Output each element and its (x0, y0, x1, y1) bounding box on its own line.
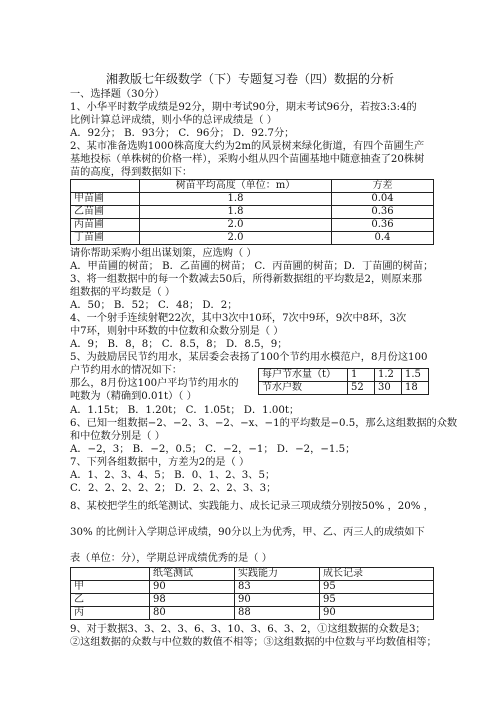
table-row (259, 369, 429, 382)
q8-line-1: 8、某校把学生的纸笔测试、实践能力、成长记录三项成绩分别按50% ，20% ， (70, 501, 434, 512)
q1-line-1: 1、小华平时数学成绩是92分，期中考试90分，期末考试96分，若按3:3:4的 (70, 102, 417, 113)
table-cell: 甲 (71, 581, 150, 594)
table-cell: 1.8 (140, 206, 332, 219)
table-cell (71, 180, 140, 193)
table-cell: 95 (320, 581, 434, 594)
q5-line-4: 吨数为（精确到0.01t）（ ） (70, 391, 197, 402)
q8-table (70, 567, 434, 620)
table-header: 实践能力 (235, 568, 320, 581)
section-heading: 一、选择题（30分） (70, 89, 165, 100)
q5-line-1: 5、为鼓励居民节约用水，某居委会表扬了100个节约用水模范户，8月份这100 (70, 352, 428, 363)
q1-line-2: 比例计算总评成绩，则小华的总评成绩是（ ） (70, 115, 277, 126)
q5-options: A．1.15t； B．1.20t； C．1.05t； D．1.00t； (70, 405, 300, 416)
table-cell: 98 (150, 594, 235, 607)
q3-line-1: 3、将一组数据中的每一个数减去50后，所得新数据组的平均数是2，则原来那 (70, 274, 422, 285)
table-cell: 乙苗圃 (71, 206, 140, 219)
table-cell: 90 (235, 594, 320, 607)
q5-table (258, 368, 429, 395)
q2-prompt: 请你帮助采购小组出谋划策，应选购（ ） (70, 248, 257, 259)
q2-line-3: 苗的高度，得到数据如下： (70, 167, 193, 178)
table-cell: 1 (348, 369, 375, 382)
table-row (259, 382, 429, 395)
q4-line-2: 中7环，则射中环数的中位数和众数分别是（ ） (70, 326, 284, 337)
table-cell: 90 (320, 607, 434, 620)
table-cell: 30 (375, 382, 402, 395)
table-cell: 节水户数 (259, 382, 348, 395)
q9-line-1: 9、对于数据3、3、2、3、6、3、10、3、6、3、2，①这组数据的众数是3； (70, 624, 426, 635)
table-cell: 0.36 (332, 219, 434, 232)
table-cell: 0.4 (332, 232, 434, 245)
table-cell: 甲苗圃 (71, 193, 140, 206)
q6-options: A．−2，3； B．−2，0.5； C．−2，−1； D．−2，−1.5； (70, 444, 356, 455)
q2-line-2: 基地投标（单株树的价格一样），采购小组从四个苗圃基地中随意抽查了20株树 (70, 154, 425, 165)
table-cell: 52 (348, 382, 375, 395)
q4-line-1: 4、一个射手连续射靶22次，其中3次中10环，7次中9环，9次中8环，3次 (70, 313, 407, 324)
table-header: 方差 (332, 180, 434, 193)
q7-line-1: 7、下列各组数据中，方差为2的是（ ） (70, 457, 250, 468)
table-header-row (71, 180, 434, 193)
table-cell: 95 (320, 594, 434, 607)
q5-line-2: 户节约用水的情况如下： (70, 365, 183, 376)
q2-table (70, 179, 434, 245)
table-cell: 1.8 (140, 193, 332, 206)
table-cell: 丁苗圃 (71, 232, 140, 245)
table-cell: 乙 (71, 594, 150, 607)
table-cell: 0.36 (332, 206, 434, 219)
table-cell: 1.5 (402, 369, 429, 382)
table-cell: 丙 (71, 607, 150, 620)
table-row (71, 193, 434, 206)
table-cell: 丙苗圃 (71, 219, 140, 232)
table-header-row (71, 568, 434, 581)
q9-line-2: ②这组数据的众数与中位数的数值不相等；③这组数据的中位数与平均数值相等； (70, 637, 437, 648)
table-row (71, 607, 434, 620)
table-cell: 90 (150, 581, 235, 594)
table-row (71, 232, 434, 245)
table-row (71, 581, 434, 594)
table-row (71, 594, 434, 607)
q3-line-2: 组数据的平均数是（ ） (70, 287, 176, 298)
q2-line-1: 2、某市准备选购1000株高度大约为2m的风景树来绿化街道，有四个苗圃生产 (70, 141, 425, 152)
table-cell: 80 (150, 607, 235, 620)
table-header: 成长记录 (320, 568, 434, 581)
q5-line-3: 那么，8月份这100户平均节约用水的 (70, 378, 239, 389)
table-header: 树苗平均高度（单位：m） (140, 180, 332, 193)
q1-options: A．92分； B．93分； C．96分； D．92.7分； (70, 128, 295, 139)
table-cell: 每户节水量（t） (259, 369, 348, 382)
table-cell (71, 568, 150, 581)
q3-options: A．50； B．52； C．48； D．2； (70, 300, 238, 311)
table-row (71, 219, 434, 232)
table-cell: 1.2 (375, 369, 402, 382)
q8-line-2: 30% 的比例计入学期总评成绩，90分以上为优秀，甲、乙、丙三人的成绩如下 (70, 527, 425, 538)
q8-line-3: 表（单位：分），学期总评成绩优秀的是（ ） (70, 553, 272, 564)
q6-line-1: 6、已知一组数据−2、−2、3、−2、−x、−1的平均数是−0.5，那么这组数据的众数 (70, 418, 458, 429)
table-cell: 18 (402, 382, 429, 395)
q6-line-2: 和中位数分别是（ ） (70, 431, 165, 442)
table-cell: 2.0 (140, 232, 332, 245)
table-cell: 83 (235, 581, 320, 594)
q4-options: A．9； B．8，8； C．8.5，8； D．8.5，9； (70, 339, 288, 350)
table-cell: 0.04 (332, 193, 434, 206)
q7-options-a: A．1、2、3、4、5； B．0、1、2、3、5； (70, 470, 276, 481)
table-cell: 2.0 (140, 219, 332, 232)
table-header: 纸笔测试 (150, 568, 235, 581)
q7-options-b: C．2、2、2、2、2； D．2、2、2、3、3； (70, 483, 277, 494)
q2-options: A．甲苗圃的树苗； B．乙苗圃的树苗； C．丙苗圃的树苗；D．丁苗圃的树苗； (70, 261, 434, 272)
table-cell: 88 (235, 607, 320, 620)
table-row (71, 206, 434, 219)
page-title: 湘教版七年级数学（下）专题复习卷（四）数据的分析 (105, 72, 394, 86)
